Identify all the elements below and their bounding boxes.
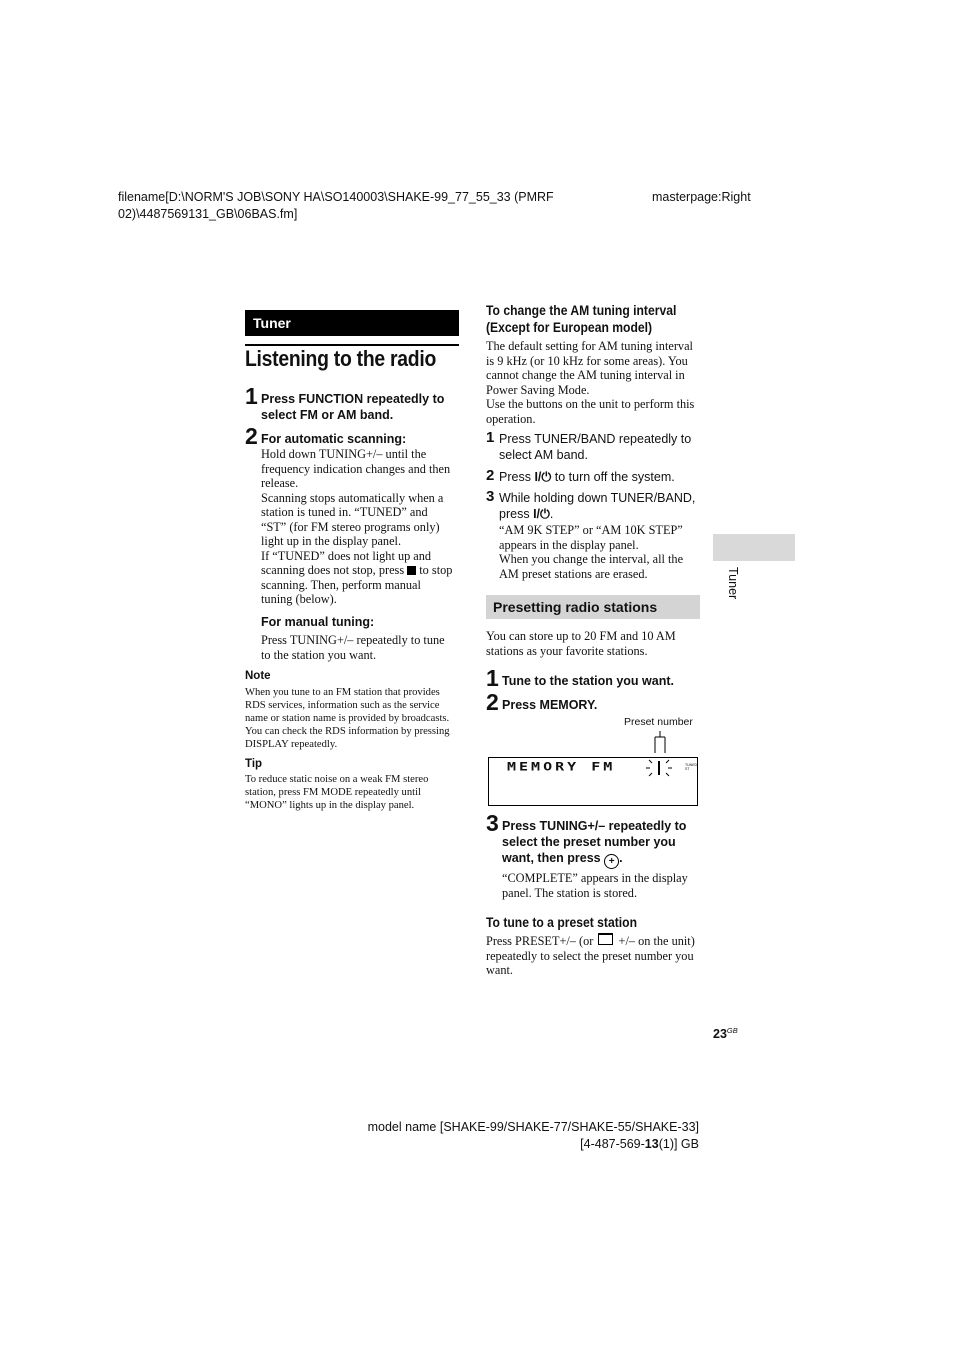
body-line: panel. The station is stored. xyxy=(502,885,638,900)
am-step-line: select AM band. xyxy=(499,448,588,462)
preset-step-line: want, then press + . xyxy=(502,851,623,867)
body-line: scanning. Then, perform manual xyxy=(261,577,421,592)
filename-header xyxy=(118,189,554,223)
body-line: The default setting for AM tuning interval xyxy=(486,339,693,353)
body-line: Scanning stops automatically when a xyxy=(261,490,444,505)
body-line: If “TUNED” does not light up and xyxy=(261,548,432,563)
preset-step-number-2: 2 xyxy=(486,689,499,715)
preset-step-3-text xyxy=(502,818,686,869)
am-step-1-text xyxy=(499,431,691,463)
callout-bracket xyxy=(640,731,680,758)
step-1-line: Press FUNCTION repeatedly to xyxy=(261,392,445,406)
power-icon: I/⏻ xyxy=(533,507,550,521)
page-number xyxy=(713,1026,738,1041)
code-bold: 13 xyxy=(644,1137,659,1151)
body-line: Use the buttons on the unit to perform this xyxy=(486,397,695,411)
am-step-number-1: 1 xyxy=(486,429,495,446)
body-line: “COMPLETE” appears in the display xyxy=(502,871,688,885)
body-line: tuning (below). xyxy=(261,592,337,606)
am-step-number-3: 3 xyxy=(486,488,495,505)
tune-line-after: +/– on the unit) xyxy=(618,934,695,948)
preset-step-2-text: Press MEMORY. xyxy=(502,698,598,712)
note-line: RDS services, information such as the service xyxy=(245,700,440,711)
step-1-text xyxy=(261,391,444,423)
side-tab xyxy=(713,534,795,561)
am-step-2-text xyxy=(499,469,675,485)
body-line: “AM 9K STEP” or “AM 10K STEP” xyxy=(499,523,683,537)
filename-line-1: filename[D:\NORM'S JOB\SONY HA\SO140003\SHAKE-99_77_55_33 (PMRF xyxy=(118,190,554,204)
section-label: Tuner xyxy=(253,315,291,331)
body-line: stations as your favorite stations. xyxy=(486,643,648,658)
folder-icon xyxy=(598,933,613,945)
preset-step-line: select the preset number you xyxy=(502,835,676,849)
am-step-3-text xyxy=(499,490,695,522)
note-line: name or station name is provided by broadcasts. xyxy=(245,713,450,724)
preset-number-label: Preset number xyxy=(624,716,693,728)
manual-tuning-body xyxy=(261,633,466,662)
tuned-indicator: TUNED xyxy=(685,763,698,767)
body-line: When you change the interval, all the xyxy=(499,552,684,566)
note-heading: Note xyxy=(245,670,271,682)
side-tab-label: Tuner xyxy=(726,567,740,600)
page-suffix: GB xyxy=(726,1026,738,1035)
am-step-2-after: to turn off the system. xyxy=(554,470,675,484)
note-line: DISPLAY repeatedly. xyxy=(245,739,338,750)
section-label-bar xyxy=(245,310,459,336)
tip-line: station, press FM MODE repeatedly until xyxy=(245,787,421,798)
note-body xyxy=(245,686,465,751)
filename-line-2: 02)\4487569131_GB\06BAS.fm] xyxy=(118,207,298,221)
body-line: is 9 kHz (or 10 kHz for some areas). You xyxy=(486,353,688,368)
preset-step-1-text: Tune to the station you want. xyxy=(502,674,674,688)
step-1-line: select FM or AM band. xyxy=(261,408,394,422)
am-step-3-result xyxy=(499,523,704,581)
body-line: “ST” (for FM stereo programs only) xyxy=(261,519,440,534)
preset-intro xyxy=(486,629,702,658)
step-number-1: 1 xyxy=(245,383,258,409)
tip-line: To reduce static noise on a weak FM stereo xyxy=(245,774,429,785)
preset-step-number-3: 3 xyxy=(486,810,499,836)
display-panel xyxy=(488,757,698,806)
body-line: You can store up to 20 FM and 10 AM xyxy=(486,629,676,643)
presetting-heading-bar xyxy=(486,595,700,619)
stop-text-before: scanning does not stop, press xyxy=(261,563,405,577)
body-line: light up in the display panel. xyxy=(261,534,402,548)
power-icon: I/⏻ xyxy=(534,470,552,484)
am-step-line: press I/⏻. xyxy=(499,507,554,521)
enter-circle-icon: + xyxy=(604,854,619,869)
tip-body xyxy=(245,773,465,812)
body-line: Power Saving Mode. xyxy=(486,382,590,397)
am-step-3-press: press xyxy=(499,507,530,521)
tune-line-before: Press PRESET+/– (or xyxy=(486,934,594,948)
page-number-value: 23 xyxy=(713,1027,727,1041)
note-line: When you tune to an FM station that provides xyxy=(245,687,440,698)
body-line: operation. xyxy=(486,411,536,426)
body-line: Press TUNING+/– repeatedly to tune xyxy=(261,633,445,647)
body-line: to the station you want. xyxy=(261,647,377,662)
am-interval-body xyxy=(486,339,702,426)
preset-step-line: Press TUNING+/– repeatedly to xyxy=(502,819,687,833)
body-line: want. xyxy=(486,963,513,977)
display-text: MEMORY FM xyxy=(507,760,616,774)
tip-heading: Tip xyxy=(245,758,263,770)
am-step-2-before: Press xyxy=(499,470,531,484)
step-number-2: 2 xyxy=(245,423,258,449)
note-line: You can check the RDS information by pressing xyxy=(245,726,450,737)
code-line xyxy=(368,1136,699,1153)
body-line: Hold down TUNING+/– until the xyxy=(261,447,427,461)
footer xyxy=(368,1119,699,1153)
body-line: appears in the display panel. xyxy=(499,537,639,552)
tune-preset-body xyxy=(486,933,702,978)
body-line xyxy=(486,933,702,949)
body-line: release. xyxy=(261,476,299,490)
masterpage-label: masterpage:Right xyxy=(652,190,751,204)
preset-step-number-1: 1 xyxy=(486,665,499,691)
body-line xyxy=(261,563,466,578)
am-step-line: Press TUNER/BAND repeatedly to xyxy=(499,432,692,446)
model-name-line: model name [SHAKE-99/SHAKE-77/SHAKE-55/SHAKE-33] xyxy=(367,1120,699,1134)
am-step-line: While holding down TUNER/BAND, xyxy=(499,491,696,505)
preset-step-3-result xyxy=(502,871,707,900)
code-before: [4-487-569- xyxy=(580,1137,645,1151)
auto-scan-heading: For automatic scanning: xyxy=(261,432,407,446)
body-line: repeatedly to select the preset number you xyxy=(486,948,694,963)
st-indicator: ST xyxy=(685,767,690,771)
body-line: AM preset stations are erased. xyxy=(499,566,648,581)
preset-step-3-line3: want, then press xyxy=(502,851,601,865)
body-line: cannot change the AM tuning interval in xyxy=(486,368,685,382)
auto-scan-body xyxy=(261,447,466,607)
am-interval-heading xyxy=(486,302,676,336)
am-heading-line: To change the AM tuning interval xyxy=(486,303,677,318)
blinking-digit-icon xyxy=(643,756,675,782)
tune-preset-heading: To tune to a preset station xyxy=(486,915,637,930)
am-step-number-2: 2 xyxy=(486,467,495,484)
presetting-heading: Presetting radio stations xyxy=(493,599,658,615)
am-heading-line: (Except for European model) xyxy=(486,320,653,335)
manual-tuning-heading: For manual tuning: xyxy=(261,615,375,629)
body-line: station is tuned in. “TUNED” and xyxy=(261,505,428,519)
page-title: Listening to the radio xyxy=(245,346,437,371)
stop-square-icon xyxy=(407,566,416,575)
tip-line: “MONO” lights up in the display panel. xyxy=(245,800,415,811)
code-after: (1)] GB xyxy=(658,1137,699,1151)
body-line: frequency indication changes and then xyxy=(261,461,451,476)
stop-text-after: to stop xyxy=(419,563,453,577)
display-indicators xyxy=(685,763,697,771)
